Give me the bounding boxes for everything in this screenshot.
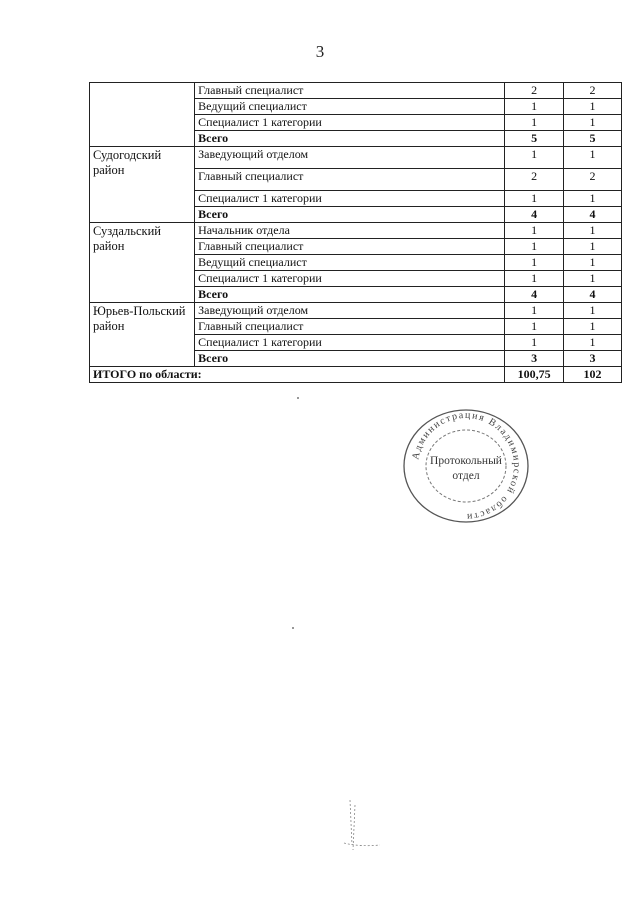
total-count: 4 — [563, 207, 621, 223]
total-count: 3 — [505, 351, 563, 367]
position-cell: Специалист 1 категории — [195, 115, 505, 131]
count-cell: 1 — [505, 255, 563, 271]
position-cell: Главный специалист — [195, 169, 505, 191]
stamp-center-line: Протокольный — [430, 455, 502, 467]
count-cell: 1 — [505, 239, 563, 255]
count-cell: 1 — [563, 223, 621, 239]
count-cell: 1 — [505, 191, 563, 207]
position-cell: Ведущий специалист — [195, 99, 505, 115]
count-cell: 1 — [505, 223, 563, 239]
count-cell: 1 — [505, 335, 563, 351]
count-cell: 1 — [563, 255, 621, 271]
total-count: 4 — [505, 207, 563, 223]
table-row — [90, 147, 622, 169]
table-row — [90, 303, 622, 319]
position-cell: Специалист 1 категории — [195, 271, 505, 287]
total-label: Всего — [195, 131, 505, 147]
total-label: Всего — [195, 287, 505, 303]
count-cell: 1 — [505, 147, 563, 169]
position-cell: Главный специалист — [195, 83, 505, 99]
page-number: 3 — [315, 42, 325, 61]
table-row — [90, 83, 622, 99]
total-label: Всего — [195, 351, 505, 367]
count-cell: 1 — [563, 99, 621, 115]
stamp-center-line: отдел — [452, 470, 480, 482]
count-cell: 1 — [505, 99, 563, 115]
position-cell: Заведующий отделом — [195, 147, 505, 169]
count-cell: 1 — [563, 303, 621, 319]
count-cell: 1 — [563, 191, 621, 207]
grand-total-label: ИТОГО по области: — [90, 367, 505, 383]
table-row — [90, 223, 622, 239]
scan-speck — [297, 397, 299, 399]
count-cell: 1 — [563, 239, 621, 255]
staff-table — [89, 82, 622, 383]
count-cell: 1 — [505, 115, 563, 131]
district-name: Суздальский район — [90, 223, 195, 303]
count-cell: 1 — [563, 335, 621, 351]
grand-total-row — [90, 367, 622, 383]
position-cell: Специалист 1 категории — [195, 191, 505, 207]
count-cell: 1 — [563, 147, 621, 169]
position-cell: Начальник отдела — [195, 223, 505, 239]
count-cell: 2 — [505, 169, 563, 191]
official-stamp — [401, 406, 531, 526]
scan-speck — [292, 627, 294, 629]
total-count: 4 — [563, 287, 621, 303]
position-cell: Специалист 1 категории — [195, 335, 505, 351]
count-cell: 1 — [505, 303, 563, 319]
grand-total-count: 100,75 — [505, 367, 563, 383]
district-cell-empty — [90, 83, 195, 147]
count-cell: 1 — [563, 271, 621, 287]
stamp-ring-text: Администрация Владимирской области — [410, 409, 523, 523]
count-cell: 2 — [563, 83, 621, 99]
total-count: 5 — [563, 131, 621, 147]
count-cell: 1 — [505, 271, 563, 287]
district-name: Юрьев-Польский район — [90, 303, 195, 367]
total-count: 3 — [563, 351, 621, 367]
count-cell: 1 — [505, 319, 563, 335]
total-label: Всего — [195, 207, 505, 223]
grand-total-count: 102 — [563, 367, 621, 383]
position-cell: Главный специалист — [195, 319, 505, 335]
total-count: 4 — [505, 287, 563, 303]
stamp-center-text — [421, 454, 511, 484]
district-name: Судогодский район — [90, 147, 195, 223]
position-cell: Заведующий отделом — [195, 303, 505, 319]
position-cell: Главный специалист — [195, 239, 505, 255]
count-cell: 1 — [563, 319, 621, 335]
position-cell: Ведущий специалист — [195, 255, 505, 271]
count-cell: 1 — [563, 115, 621, 131]
signature-mark — [320, 795, 400, 855]
count-cell: 2 — [505, 83, 563, 99]
count-cell: 2 — [563, 169, 621, 191]
total-count: 5 — [505, 131, 563, 147]
